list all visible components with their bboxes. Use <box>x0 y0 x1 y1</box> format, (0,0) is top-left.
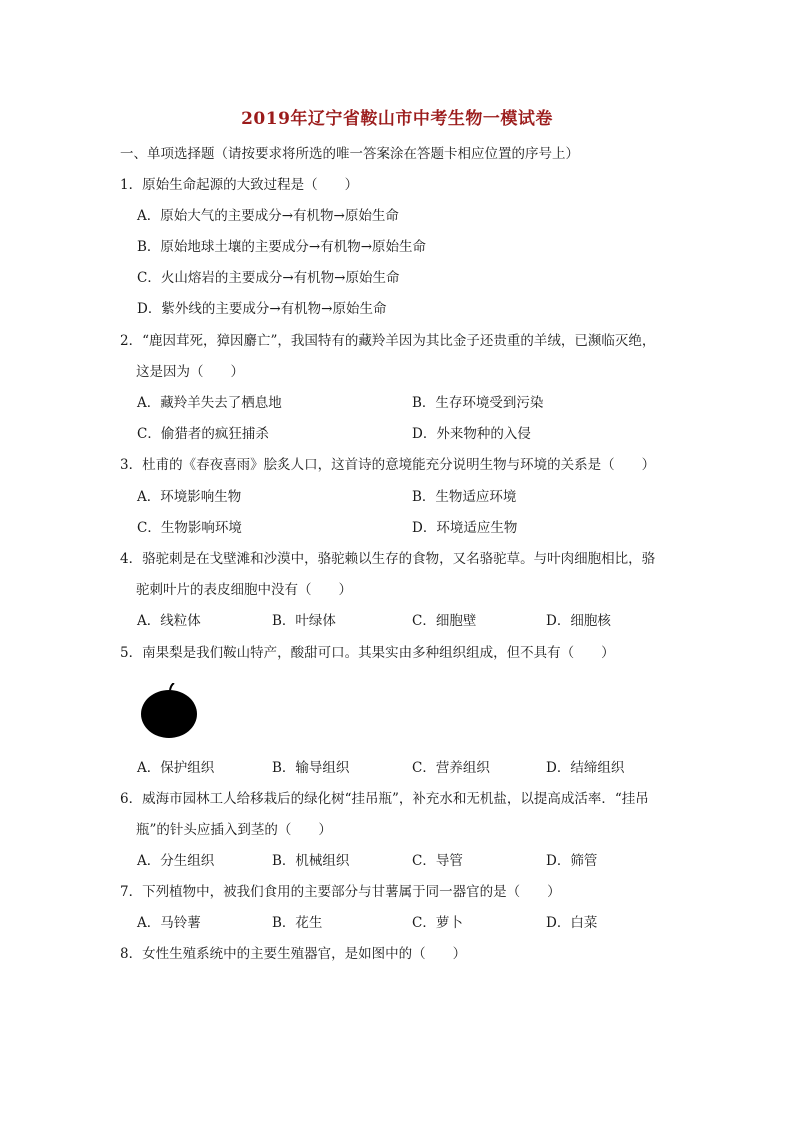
question-2-option-b: B．生存环境受到污染 <box>412 395 544 411</box>
question-6-option-d: D．筛管 <box>546 853 598 869</box>
question-7-option-d: D．白菜 <box>546 915 598 931</box>
question-3-option-a: A．环境影响生物 <box>137 489 242 505</box>
question-5-option-c: C．营养组织 <box>412 760 490 776</box>
question-4-option-a: A．线粒体 <box>137 613 201 629</box>
question-3-stem: 3．杜甫的《春夜喜雨》脍炙人口，这首诗的意境能充分说明生物与环境的关系是（ ） <box>120 457 656 473</box>
question-7-option-a: A．马铃薯 <box>137 915 201 931</box>
question-6-option-b: B．机械组织 <box>272 853 350 869</box>
question-1-option-b: B．原始地球土壤的主要成分→有机物→原始生命 <box>137 239 427 255</box>
question-4-stem-cont: 驼刺叶片的表皮细胞中没有（ ） <box>136 582 352 598</box>
question-7-option-c: C．萝卜 <box>412 915 463 931</box>
question-6-option-c: C．导管 <box>412 853 463 869</box>
question-1-option-d: D．紫外线的主要成分→有机物→原始生命 <box>137 301 387 317</box>
question-6-stem-cont: 瓶”的针头应插入到茎的（ ） <box>136 822 332 838</box>
question-5-option-a: A．保护组织 <box>137 760 215 776</box>
question-2-option-d: D．外来物种的入侵 <box>412 426 531 442</box>
question-3-option-c: C．生物影响环境 <box>137 520 242 536</box>
question-4-option-d: D．细胞核 <box>546 613 611 629</box>
question-5-option-d: D．结缔组织 <box>546 760 625 776</box>
question-8-stem: 8．女性生殖系统中的主要生殖器官，是如图中的（ ） <box>120 946 467 962</box>
question-7-option-b: B．花生 <box>272 915 323 931</box>
question-4-option-b: B．叶绿体 <box>272 613 336 629</box>
question-3-option-b: B．生物适应环境 <box>412 489 517 505</box>
question-1-option-a: A．原始大气的主要成分→有机物→原始生命 <box>137 208 399 224</box>
question-3-option-d: D．环境适应生物 <box>412 520 518 536</box>
question-2-stem-cont: 这是因为（ ） <box>136 364 244 380</box>
nanguo-pear-image <box>140 683 200 739</box>
section-heading: 一、单项选择题（请按要求将所选的唯一答案涂在答题卡相应位置的序号上） <box>120 146 579 162</box>
question-7-stem: 7．下列植物中，被我们食用的主要部分与甘薯属于同一器官的是（ ） <box>120 884 561 900</box>
question-4-option-c: C．细胞壁 <box>412 613 477 629</box>
question-6-stem: 6．威海市园林工人给移栽后的绿化树“挂吊瓶”，补充水和无机盐，以提高成活率．“挂吊 <box>120 791 649 807</box>
question-4-stem: 4．骆驼刺是在戈壁滩和沙漠中，骆驼赖以生存的食物，又名骆驼草。与叶肉细胞相比，骆 <box>120 551 656 567</box>
question-5-option-b: B．输导组织 <box>272 760 350 776</box>
question-5-stem: 5．南果梨是我们鞍山特产，酸甜可口。其果实由多种组织组成，但不具有（ ） <box>120 645 615 661</box>
question-6-option-a: A．分生组织 <box>137 853 215 869</box>
question-2-option-a: A．藏羚羊失去了栖息地 <box>137 395 282 411</box>
exam-title: 2019年辽宁省鞍山市中考生物一模试卷 <box>241 109 553 129</box>
question-2-stem: 2．“鹿因茸死，獐因麝亡”，我国特有的藏羚羊因为其比金子还贵重的羊绒，已濒临灭绝， <box>120 333 656 349</box>
question-1-option-c: C．火山熔岩的主要成分→有机物→原始生命 <box>137 270 400 286</box>
question-1-stem: 1．原始生命起源的大致过程是（ ） <box>120 177 359 193</box>
question-2-option-c: C．偷猎者的疯狂捕杀 <box>137 426 269 442</box>
